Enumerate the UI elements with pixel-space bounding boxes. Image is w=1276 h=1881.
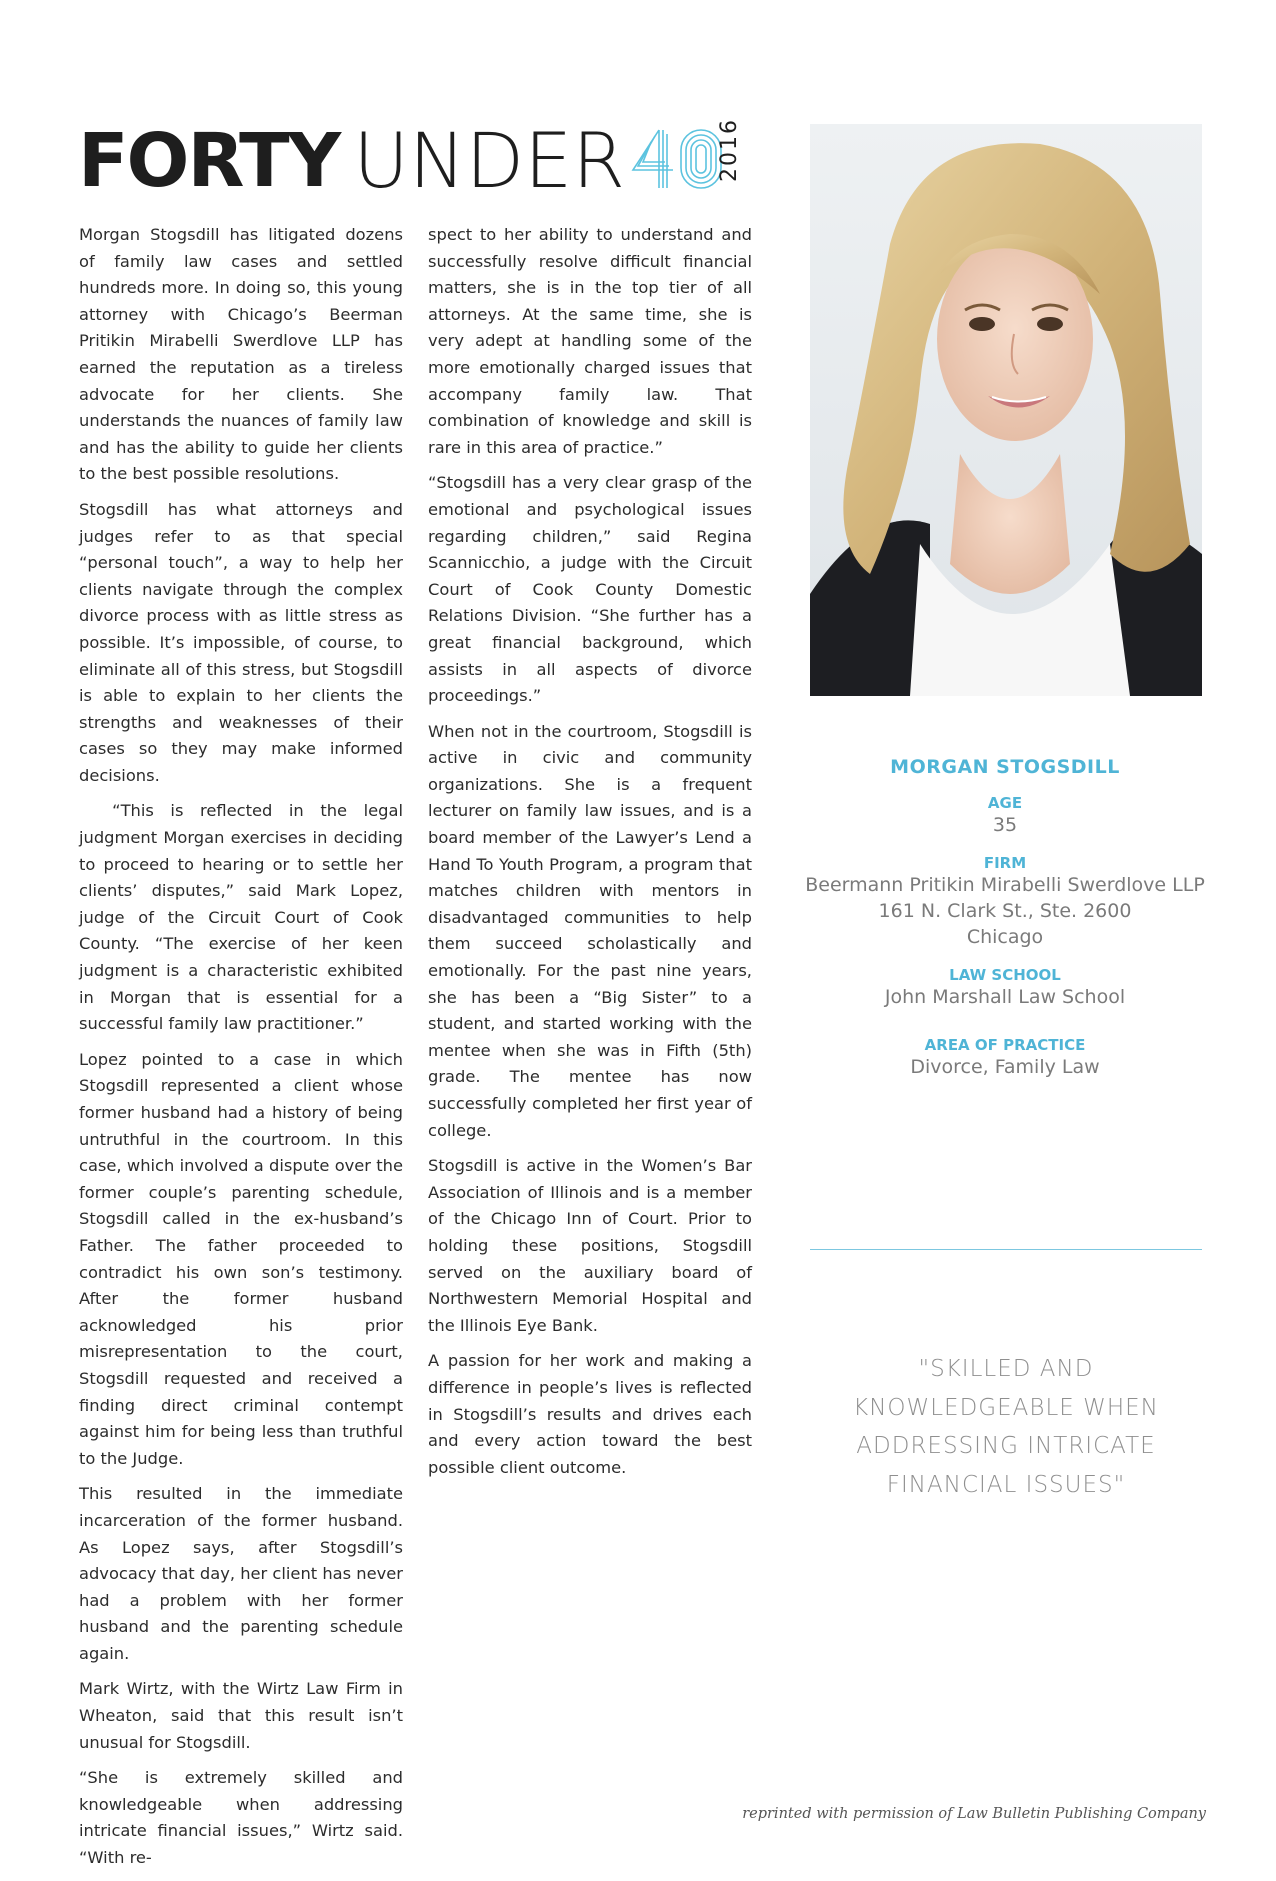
pull-quote-line: "SKILLED AND <box>918 1356 1094 1382</box>
profile-sidebar <box>790 756 1220 1080</box>
article-paragraph: “This is reflected in the legal judgment Morgan exercises in deciding to proceed to hearing or to settle her clients’ disputes,” said Mark Lopez, judge of the Circuit Court of Cook County. “The exercise of her keen judgment is a characteristic exhibited in Morgan that is essential for a successful family law practitioner.” <box>79 801 403 1034</box>
practice-value: Divorce, Family Law <box>910 1056 1100 1078</box>
firm-city: Chicago <box>966 926 1044 948</box>
pull-quote-line: KNOWLEDGEABLE WHEN <box>853 1394 1159 1421</box>
article-paragraph: “She is extremely skilled and knowledgeable when addressing intricate financial issues,” Wirtz said. “With re- <box>79 1768 403 1868</box>
article-paragraph: spect to her ability to understand and successfully resolve difficult financial matters, she is in the top tier of all attorneys. At the same time, she is very adept at handling some of the more emotionally charged issues that accompany family law. That combination of knowledge and skill is rare in this area of practice.” <box>428 225 752 457</box>
firm-address: 161 N. Clark St., Ste. 2600 <box>878 900 1132 922</box>
firm-name: Beermann Pritikin Mirabelli Swerdlove LLP <box>805 874 1205 896</box>
pull-quote-line: FINANCIAL ISSUES" <box>886 1471 1126 1498</box>
article-paragraph: Lopez pointed to a case in which Stogsdill represented a client whose former husband had a history of being untruthful in the courtroom. In this case, which involved a dispute over the former couple’s parenting schedule, Stogsdill called in the ex-husband’s Father. The father proceeded to contradict his own son’s testimony. After the former husband acknowledged his prior misrepresentation to the court, Stogsdill requested and received a finding direct criminal contempt against him for being less than truthful to the Judge. <box>79 1049 403 1468</box>
pull-quote-line: ADDRESSING INTRICATE <box>856 1433 1156 1459</box>
masthead-40-logo <box>629 126 725 192</box>
practice-label: AREA OF PRACTICE <box>924 1036 1086 1054</box>
age-value: 35 <box>992 814 1018 836</box>
masthead-under: UNDER <box>353 116 626 205</box>
article-paragraph: Mark Wirtz, with the Wirtz Law Firm in Wheaton, said that this result isn’t unusual for Stogsdill. <box>79 1679 403 1752</box>
article-paragraph: “Stogsdill has a very clear grasp of the emotional and psychological issues regarding children,” said Regina Scannicchio, a judge with the Circuit Court of Cook County Domestic Relations Division. “She further has a great financial background, which assists in all aspects of divorce proceedings.” <box>428 473 752 706</box>
article-paragraph: Stogsdill is active in the Women’s Bar Association of Illinois and is a member of the Chicago Inn of Court. Prior to holding these positions, Stogsdill served on the auxiliary board of Northwestern Memorial Hospital and the Illinois Eye Bank. <box>428 1156 752 1335</box>
portrait-photo <box>810 124 1202 696</box>
reprint-credit: reprinted with permission of Law Bulletin Publishing Company <box>742 1806 1206 1822</box>
portrait-illustration <box>810 124 1202 696</box>
article-paragraph: This resulted in the immediate incarceration of the former husband. As Lopez says, after Stogsdill’s advocacy that day, her client has never had a problem with her former husband and the parenting schedule again. <box>79 1484 403 1663</box>
sidebar-divider <box>810 1249 1202 1250</box>
masthead <box>78 108 725 205</box>
law-school-value: John Marshall Law School <box>884 986 1126 1008</box>
masthead-year-wrap <box>717 118 745 182</box>
profile-name: MORGAN STOGSDILL <box>890 756 1120 778</box>
article-column-right <box>428 222 752 1490</box>
article-paragraph: Morgan Stogsdill has litigated dozens of family law cases and settled hundreds more. In doing so, this young attorney with Chicago’s Beerman Pritikin Mirabelli Swerdlove LLP has earned the reputation as a tireless advocate for her clients. She understands the nuances of family law and has the ability to guide her clients to the best possible resolutions. <box>79 225 403 484</box>
masthead-40-text: 40 <box>629 126 631 127</box>
law-school-label: LAW SCHOOL <box>949 966 1061 984</box>
article-column-left <box>79 222 403 1881</box>
article-paragraph: Stogsdill has what attorneys and judges refer to as that special “personal touch”, a way to help her clients navigate through the complex divorce process with as little stress as possible. It’s impossible, of course, to eliminate all of this stress, but Stogsdill is able to explain to her clients the strengths and weaknesses of their cases so they may make informed decisions. <box>79 499 403 785</box>
age-label: AGE <box>987 794 1023 812</box>
article-paragraph: When not in the courtroom, Stogsdill is active in civic and community organizations. She is a frequent lecturer on family law issues, and is a board member of the Lawyer’s Lend a Hand To Youth Program, a program that matches children with mentors in disadvantaged communities to help them succeed scholastically and emotionally. For the past nine years, she has been a “Big Sister” to a student, and started working with the mentee when she was in Fifth (5th) grade. The mentee has now successfully completed her first year of college. <box>428 721 752 1140</box>
masthead-year: 2016 <box>717 118 742 182</box>
firm-label: FIRM <box>983 854 1027 872</box>
pull-quote <box>820 1350 1192 1504</box>
masthead-forty: FORTY <box>78 118 340 204</box>
article-paragraph: A passion for her work and making a difference in people’s lives is reflected in Stogsdill’s results and drives each and every action toward the best possible client outcome. <box>428 1351 752 1477</box>
